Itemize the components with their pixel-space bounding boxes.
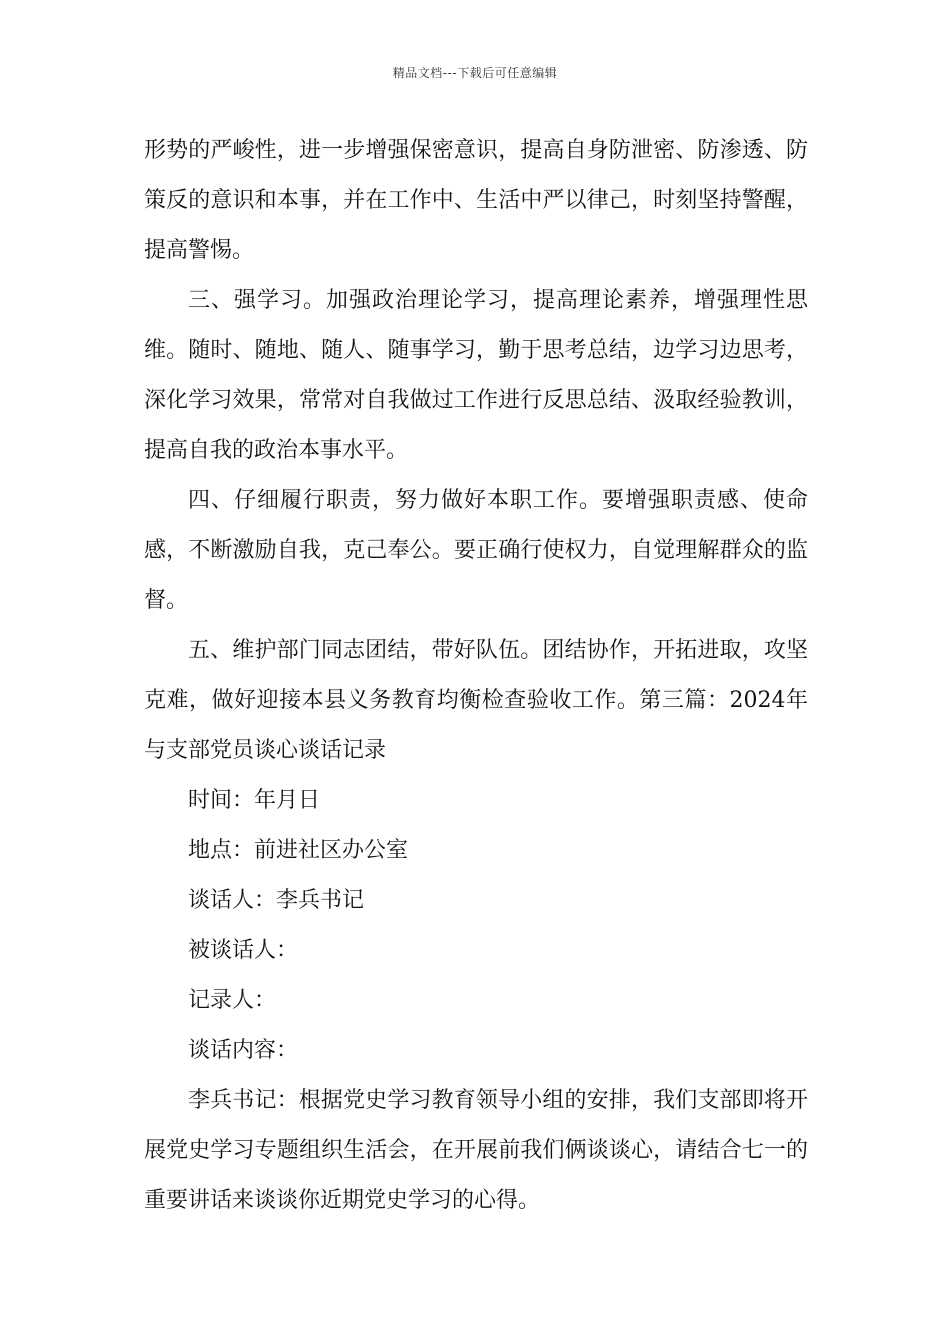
record-interviewee: 被谈话人：: [188, 938, 299, 963]
paragraph-continuation: 形势的严峻性，进一步增强保密意识，提高自身防泄密、防渗透、防策反的意识和本事，并在工作中、生活中严以律己，时刻坚持警醒，提高警惕。: [144, 138, 808, 263]
paragraph-section-five: 五、维护部门同志团结，带好队伍。团结协作，开拓进取，攻坚克难，做好迎接本县义务教育均衡检查验收工作。第三篇：2024年与支部党员谈心谈话记录: [144, 638, 808, 763]
record-time: 时间：年月日: [188, 788, 321, 813]
page-header: 精品文档---下载后可任意编辑: [392, 66, 558, 80]
record-dialogue: 李兵书记：根据党史学习教育领导小组的安排，我们支部即将开展党史学习专题组织生活会，在开展前我们俩谈谈心，请结合七一的重要讲话来谈谈你近期党史学习的心得。: [144, 1088, 808, 1213]
record-location: 地点：前进社区办公室: [188, 838, 409, 863]
record-recorder: 记录人：: [188, 988, 277, 1013]
document-body: [144, 126, 808, 1226]
paragraph-section-four: 四、仔细履行职责，努力做好本职工作。要增强职责感、使命感，不断激励自我，克己奉公。要正确行使权力，自觉理解群众的监督。: [144, 488, 808, 613]
record-content-label: 谈话内容：: [188, 1038, 299, 1063]
record-interviewer: 谈话人：李兵书记: [188, 888, 365, 913]
paragraph-section-three: 三、强学习。加强政治理论学习，提高理论素养，增强理性思维。随时、随地、随人、随事学习，勤于思考总结，边学习边思考，深化学习效果，常常对自我做过工作进行反思总结、汲取经验教训，提高自我的政治本事水平。: [144, 288, 808, 463]
